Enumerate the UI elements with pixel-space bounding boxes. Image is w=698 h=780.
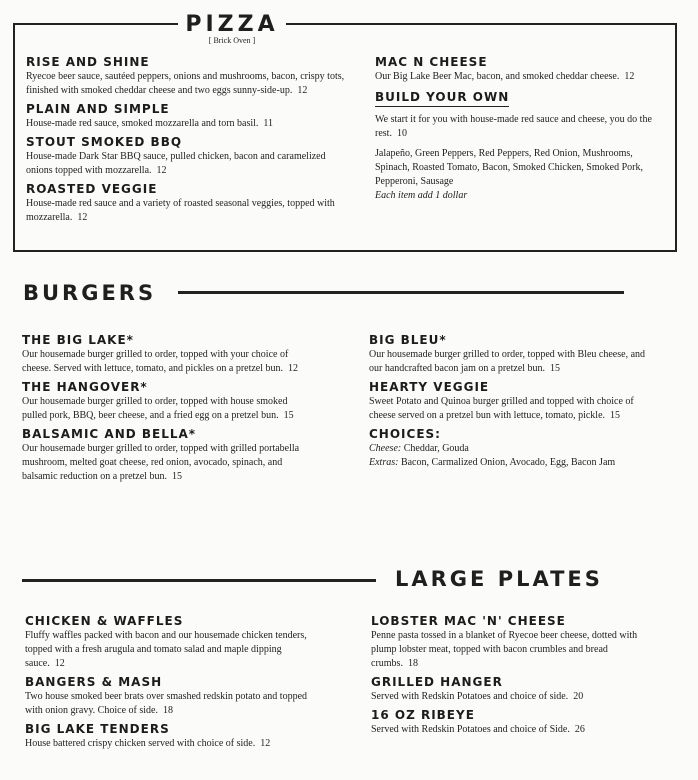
item-desc: Our Big Lake Beer Mac, bacon, and smoked cheddar cheese. <box>375 71 620 82</box>
item-desc: Sweet Potato and Quinoa burger grilled and topped with choice of cheese served on a pretzel bun with lettuce, tomato, pickle. <box>369 396 634 421</box>
toppings-note: Each item add 1 dollar <box>375 190 468 201</box>
menu-item <box>22 427 300 484</box>
menu-item <box>25 614 310 671</box>
menu-item <box>26 182 348 225</box>
item-desc: We start it for you with house-made red sauce and cheese, you do the rest. <box>375 114 652 139</box>
cheese-options: Cheddar, Gouda <box>403 443 469 454</box>
item-name: THE HANGOVER* <box>22 380 148 394</box>
choices <box>369 427 659 470</box>
item-desc: House battered crispy chicken served with choice of side. <box>25 738 256 749</box>
item-price: 12 <box>624 71 635 82</box>
large-plates-left-column <box>25 614 310 755</box>
item-name: BUILD YOUR OWN <box>375 90 509 107</box>
item-desc: Our housemade burger grilled to order, topped with house smoked pulled pork, BBQ, beer cheese, and a fried egg on a pretzel bun. <box>22 396 288 421</box>
item-name: ROASTED VEGGIE <box>26 182 158 196</box>
item-name: MAC N CHEESE <box>375 55 488 69</box>
menu-item <box>371 675 651 704</box>
pizza-heading: PIZZA <box>185 12 279 37</box>
item-desc: Penne pasta tossed in a blanket of Ryecoe beer cheese, dotted with plump lobster meat, topped with bacon crumbles and bread crumbs. <box>371 630 638 669</box>
item-name: GRILLED HANGER <box>371 675 503 689</box>
large-plates-heading: LARGE PLATES <box>395 567 603 591</box>
choices-title: CHOICES: <box>369 427 441 441</box>
pizza-right-column <box>375 55 660 207</box>
item-price: 11 <box>263 118 274 129</box>
item-desc: Our housemade burger grilled to order, topped with Bleu cheese, and our handcrafted bacon jam on a pretzel bun. <box>369 349 646 374</box>
menu-item <box>369 333 659 376</box>
item-name: BIG LAKE TENDERS <box>25 722 170 736</box>
item-name: RISE AND SHINE <box>26 55 150 69</box>
pizza-left-column <box>26 55 348 229</box>
menu-item <box>25 722 310 751</box>
burgers-right-column <box>369 333 659 474</box>
item-price: 15 <box>550 363 561 374</box>
item-desc: House-made red sauce and a variety of roasted seasonal veggies, topped with mozzarella. <box>26 198 335 223</box>
item-name: LOBSTER MAC 'N' CHEESE <box>371 614 566 628</box>
build-your-own <box>375 90 660 203</box>
item-price: 12 <box>77 212 88 223</box>
burgers-rule <box>178 291 624 294</box>
item-price: 15 <box>283 410 294 421</box>
extras-options: Bacon, Carmalized Onion, Avocado, Egg, Bacon Jam <box>400 457 616 468</box>
item-price: 10 <box>396 128 407 139</box>
extras-label: Extras: <box>369 457 399 468</box>
item-price: 12 <box>288 363 299 374</box>
item-desc: House-made Dark Star BBQ sauce, pulled chicken, bacon and caramelized onions topped with mozzarella. <box>26 151 326 176</box>
menu-item <box>22 380 300 423</box>
item-desc: Our housemade burger grilled to order, topped with your choice of cheese. Served with lettuce, tomato, and pickles on a pretzel bun. <box>22 349 289 374</box>
burgers-left-column <box>22 333 300 488</box>
item-price: 15 <box>610 410 621 421</box>
item-name: BIG BLEU* <box>369 333 447 347</box>
item-price: 18 <box>407 658 418 669</box>
item-name: BANGERS & MASH <box>25 675 163 689</box>
item-desc: Ryecoe beer sauce, sautéed peppers, onions and mushrooms, bacon, crispy tots, finished with smoked cheddar cheese and two eggs sunny-side-up. <box>26 71 345 96</box>
item-name: CHICKEN & WAFFLES <box>25 614 184 628</box>
item-price: 12 <box>54 658 65 669</box>
menu-item <box>371 708 651 737</box>
item-price: 12 <box>260 738 271 749</box>
item-desc: Served with Redskin Potatoes and choice of Side. <box>371 724 570 735</box>
menu-item <box>369 380 659 423</box>
menu-item <box>371 614 651 671</box>
item-desc: Fluffy waffles packed with bacon and our housemade chicken tenders, topped with a fresh arugula and tomato salad and maple dipping sauce. <box>25 630 307 669</box>
item-desc: Served with Redskin Potatoes and choice of side. <box>371 691 569 702</box>
cheese-label: Cheese: <box>369 443 402 454</box>
item-name: HEARTY VEGGIE <box>369 380 490 394</box>
item-desc: House-made red sauce, smoked mozzarella and torn basil. <box>26 118 259 129</box>
menu-item <box>26 102 348 131</box>
item-price: 12 <box>156 165 167 176</box>
pizza-heading-wrap <box>178 12 286 46</box>
item-name: THE BIG LAKE* <box>22 333 134 347</box>
large-plates-right-column <box>371 614 651 741</box>
menu-item <box>375 55 660 84</box>
menu-item <box>22 333 300 376</box>
menu-item <box>25 675 310 718</box>
item-price: 26 <box>574 724 585 735</box>
item-name: BALSAMIC AND BELLA* <box>22 427 197 441</box>
item-price: 15 <box>171 471 182 482</box>
item-price: 12 <box>297 85 308 96</box>
menu-item <box>26 135 348 178</box>
menu-item <box>26 55 348 98</box>
item-price: 20 <box>573 691 584 702</box>
item-name: 16 OZ RIBEYE <box>371 708 475 722</box>
pizza-subheading: [ Brick Oven ] <box>208 36 256 45</box>
item-price: 18 <box>162 705 173 716</box>
item-name: PLAIN AND SIMPLE <box>26 102 170 116</box>
large-plates-rule <box>22 579 376 582</box>
item-desc: Two house smoked beer brats over smashed redskin potato and topped with onion gravy. Choice of side. <box>25 691 308 716</box>
toppings-list: Jalapeño, Green Peppers, Red Peppers, Red Onion, Mushrooms, Spinach, Roasted Tomato, Bacon, Smoked Chicken, Smoked Pork, Pepperoni, Sausage <box>375 148 643 187</box>
item-name: STOUT SMOKED BBQ <box>26 135 183 149</box>
item-desc: Our housemade burger grilled to order, topped with grilled portabella mushroom, melted goat cheese, red onion, avocado, spinach, and balsamic reduction on a pretzel bun. <box>22 443 300 482</box>
burgers-heading: BURGERS <box>23 281 157 305</box>
